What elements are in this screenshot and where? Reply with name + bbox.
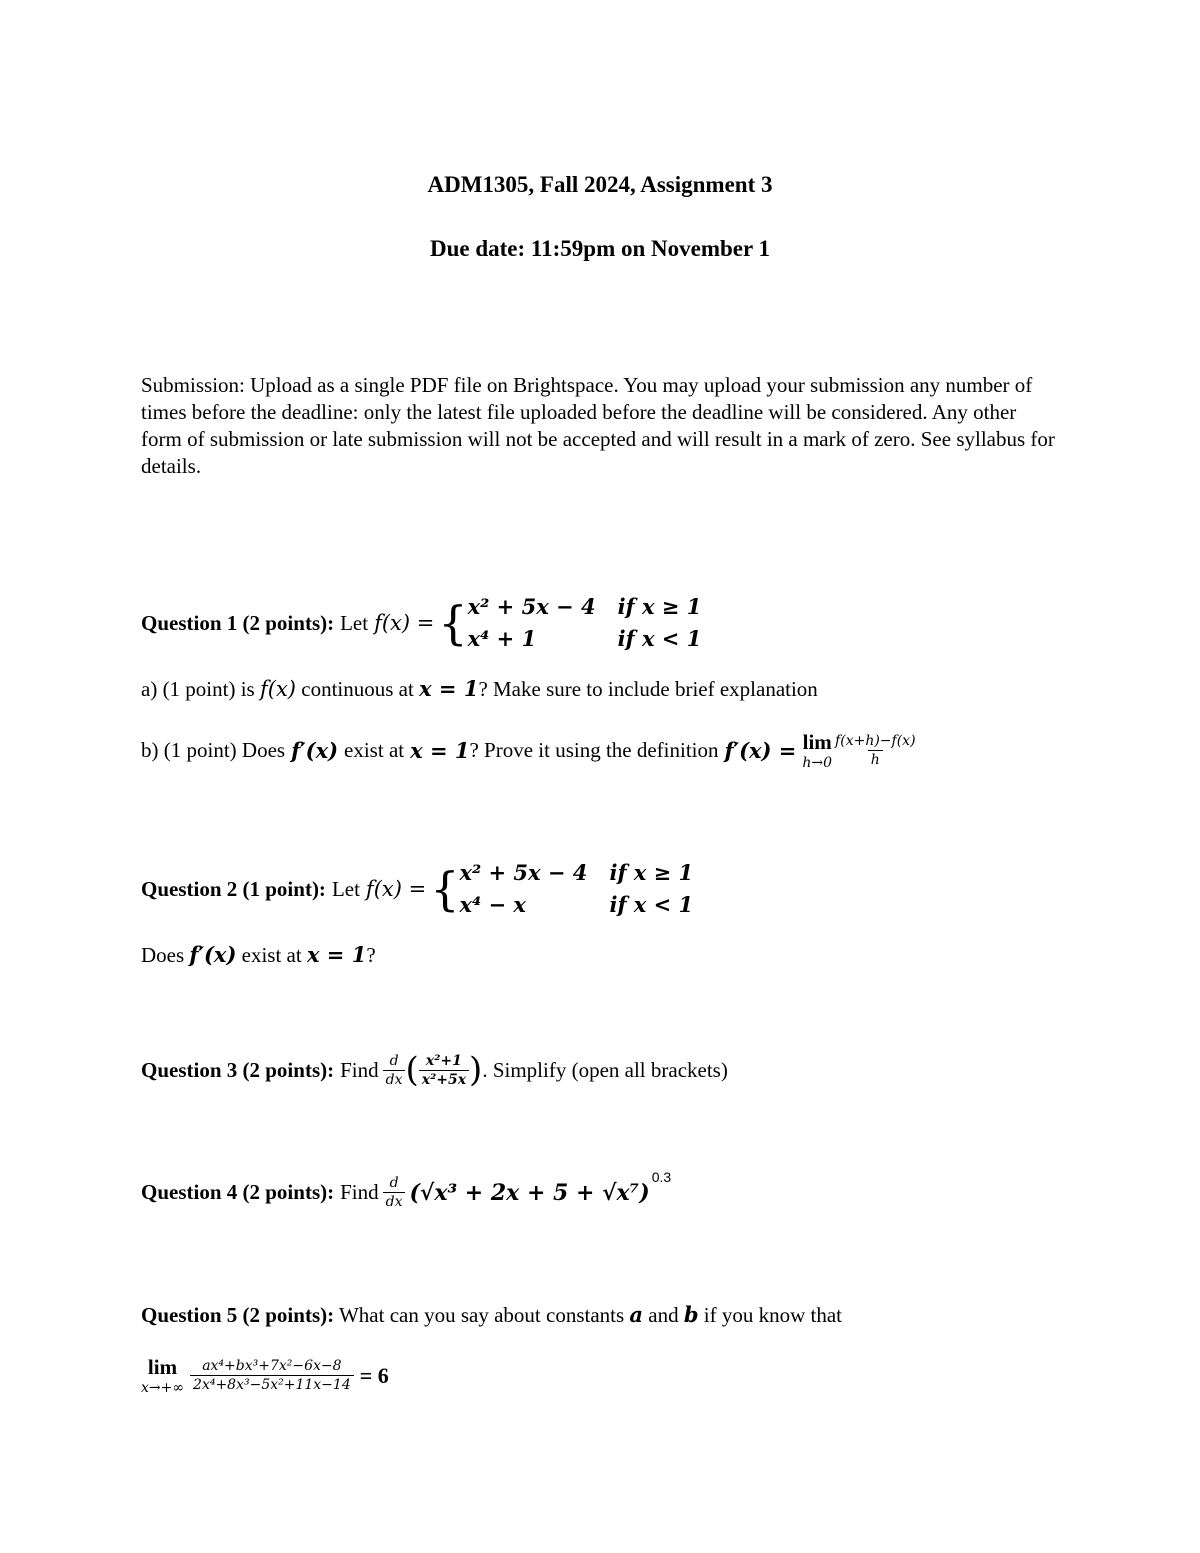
question-5-label: Question 5 (2 points): <box>141 1303 335 1327</box>
question-2-cases <box>459 857 693 921</box>
q1b-limit <box>802 730 832 771</box>
document-title: ADM1305, Fall 2024, Assignment 3 <box>427 172 773 197</box>
q1b-text3: ? Prove it using the definition <box>469 738 719 762</box>
question-2-label: Question 2 (1 point): <box>141 876 326 901</box>
question-4 <box>141 1168 672 1210</box>
q1a-text3: ? Make sure to include brief explanation <box>478 677 818 701</box>
q3-den: x²+5x <box>419 1070 469 1088</box>
q3-fraction <box>419 1053 469 1088</box>
question-2-brace: { <box>430 862 460 916</box>
question-2-body <box>141 942 376 968</box>
question-4-label: Question 4 (2 points): <box>141 1180 335 1204</box>
question-1-let: Let <box>340 610 369 635</box>
question-2 <box>141 857 693 917</box>
q2-text1: Does <box>141 943 185 967</box>
q5-and: and <box>648 1303 679 1327</box>
q1b-lim-sub: h→0 <box>802 755 833 771</box>
question-1-cases <box>468 591 702 655</box>
q5-b: b <box>683 1302 699 1327</box>
q1b-fpx: f′(x) <box>291 738 339 763</box>
q1-case1-cond: if x ≥ 1 <box>617 594 702 619</box>
q3-d: d <box>389 1052 399 1069</box>
due-date: Due date: 11:59pm on November 1 <box>429 236 771 261</box>
q4-find: Find <box>340 1180 379 1204</box>
q1b-num: f(x+h)−f(x) <box>835 733 916 749</box>
q3-open-paren: ( <box>405 1050 419 1090</box>
question-5 <box>141 1302 842 1328</box>
q2-case2-cond: if x < 1 <box>609 892 694 917</box>
q4-exponent: 0.3 <box>651 1168 672 1185</box>
q1a-fx: f(x) <box>259 677 296 701</box>
q1a-text1: a) (1 point) is <box>141 677 255 701</box>
q3-find: Find <box>340 1057 379 1082</box>
question-1b <box>141 730 919 771</box>
q5-limit-expression <box>141 1355 389 1396</box>
q5-eq: = 6 <box>359 1362 389 1388</box>
q1b-def: f′(x) = <box>724 738 797 763</box>
q1b-fraction <box>832 733 918 768</box>
q1-case1-expr: x² + 5x − 4 <box>467 594 596 619</box>
question-2-fx: f(x) = <box>365 877 427 901</box>
question-2-let: Let <box>331 876 360 901</box>
q3-dx: dx <box>383 1070 406 1088</box>
q5-text2: if you know that <box>703 1303 843 1327</box>
q2-x1: x = 1 <box>306 942 367 967</box>
question-1-label: Question 1 (2 points): <box>141 610 335 635</box>
q3-ddx <box>383 1053 406 1088</box>
q1a-x1: x = 1 <box>419 676 479 701</box>
q1-case2-expr: x⁴ + 1 <box>467 626 537 651</box>
q3-rest: . Simplify (open all brackets) <box>482 1057 728 1082</box>
q3-num: x²+1 <box>425 1052 462 1069</box>
q1a-text2: continuous at <box>301 677 414 701</box>
question-1a <box>141 676 818 702</box>
question-3 <box>141 1050 728 1090</box>
q5-limit <box>141 1355 184 1396</box>
q3-close-paren: ) <box>469 1050 483 1090</box>
q1b-text1: b) (1 point) Does <box>141 738 286 762</box>
q5-lim-sub: x→+∞ <box>141 1380 185 1396</box>
q1-case2-cond: if x < 1 <box>617 626 702 651</box>
q1b-x1: x = 1 <box>410 738 470 763</box>
q4-dx: dx <box>383 1192 406 1210</box>
q1b-den: h <box>868 750 883 768</box>
q5-text: What can you say about constants <box>338 1303 625 1327</box>
submission-paragraph: Submission: Upload as a single PDF file on Brightspace. You may upload your submission any number of times before the deadline: only the latest file uploaded before the deadline will be considered. Any other form of submission or late submission will not be accepted and will result in a mark of zero. See syllabus for details. <box>141 373 1055 478</box>
q2-case1-cond: if x ≥ 1 <box>609 860 694 885</box>
question-1-fx: f(x) = <box>374 611 435 635</box>
q5-num: ax⁴+bx³+7x²−6x−8 <box>202 1358 342 1374</box>
q2-text2: exist at <box>241 943 302 967</box>
q1b-lim: lim <box>802 730 832 754</box>
question-1 <box>141 591 701 651</box>
q2-case2-expr: x⁴ − x <box>459 892 526 917</box>
q5-den: 2x⁴+8x³−5x²+11x−14 <box>190 1375 354 1393</box>
q4-ddx <box>383 1175 406 1210</box>
q4-expr: (√x³ + 2x + 5 + √x⁷) <box>409 1179 650 1206</box>
q1b-text2: exist at <box>344 738 405 762</box>
question-1-brace: { <box>438 596 468 650</box>
q2-fpx: f′(x) <box>189 942 237 967</box>
q2-case1-expr: x² + 5x − 4 <box>459 860 588 885</box>
q2-text3: ? <box>366 943 376 967</box>
question-3-label: Question 3 (2 points): <box>141 1057 335 1082</box>
q4-d: d <box>389 1175 399 1191</box>
q5-fraction <box>190 1358 354 1393</box>
q5-a: a <box>629 1302 644 1327</box>
q5-lim: lim <box>147 1355 178 1379</box>
